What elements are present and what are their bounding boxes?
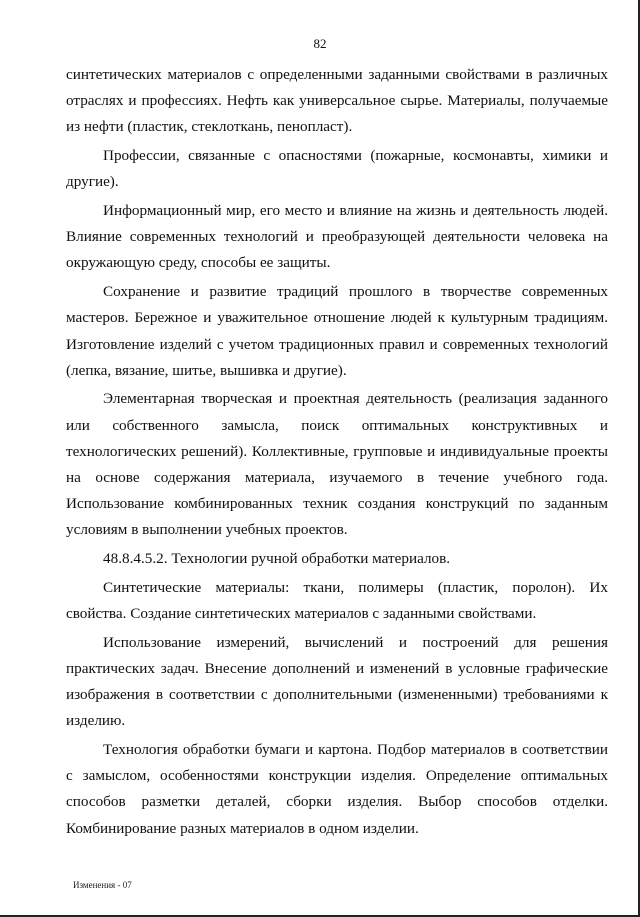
paragraph-6: Синтетические материалы: ткани, полимеры (пластик, поролон). Их свойства. Создание синтетических материалов с заданными свойствами. (66, 578, 608, 623)
paragraph-1: синтетических материалов с определенными заданными свойствами в различных отраслях и профессиях. Нефть как универсальное сырье. Материалы, получаемые из нефти (пластик, стеклоткань, пенопласт). (66, 66, 608, 136)
paragraph-5: Элементарная творческая и проектная деятельность (реализация заданного или собственного замысла, поиск оптимальных конструктивных и технологических решений). Коллективные, групповые и индивидуальные проекты на основе содержания материала, изучаемого в течение учебного года. Использование комбинированных техник создания конструкций по заданным условиям в выполнении учебных проектов. (66, 390, 608, 539)
paragraph-4: Сохранение и развитие традиций прошлого в творчестве современных мастеров. Бережное и уважительное отношение людей к культурным традициям. Изготовление изделий с учетом традиционных правил и современных технологий (лепка, вязание, шитье, вышивка и другие). (66, 283, 608, 379)
paragraph-2: Профессии, связанные с опасностями (пожарные, космонавты, химики и другие). (66, 147, 608, 191)
page-body (66, 62, 608, 844)
page-footer: Изменения - 07 (73, 880, 132, 890)
paragraph-7: Использование измерений, вычислений и построений для решения практических задач. Внесение дополнений и изменений в условные графические изображения в соответствии с дополнительными (измененными) требованиями к изделию. (66, 633, 608, 730)
page-number: 82 (313, 36, 327, 51)
section-heading: 48.8.4.5.2. Технологии ручной обработки материалов. (103, 550, 451, 568)
paragraph-3: Информационный мир, его место и влияние на жизнь и деятельность людей. Влияние современных технологий и преобразующей деятельности человека на окружающую среду, способы ее защиты. (66, 202, 608, 272)
paragraph-8: Технология обработки бумаги и картона. Подбор материалов в соответствии с замыслом, особенностями конструкции изделия. Определение оптимальных способов разметки деталей, сборки изделия. Выбор способов отделки. Комбинирование разных материалов в одном изделии. (66, 741, 608, 837)
